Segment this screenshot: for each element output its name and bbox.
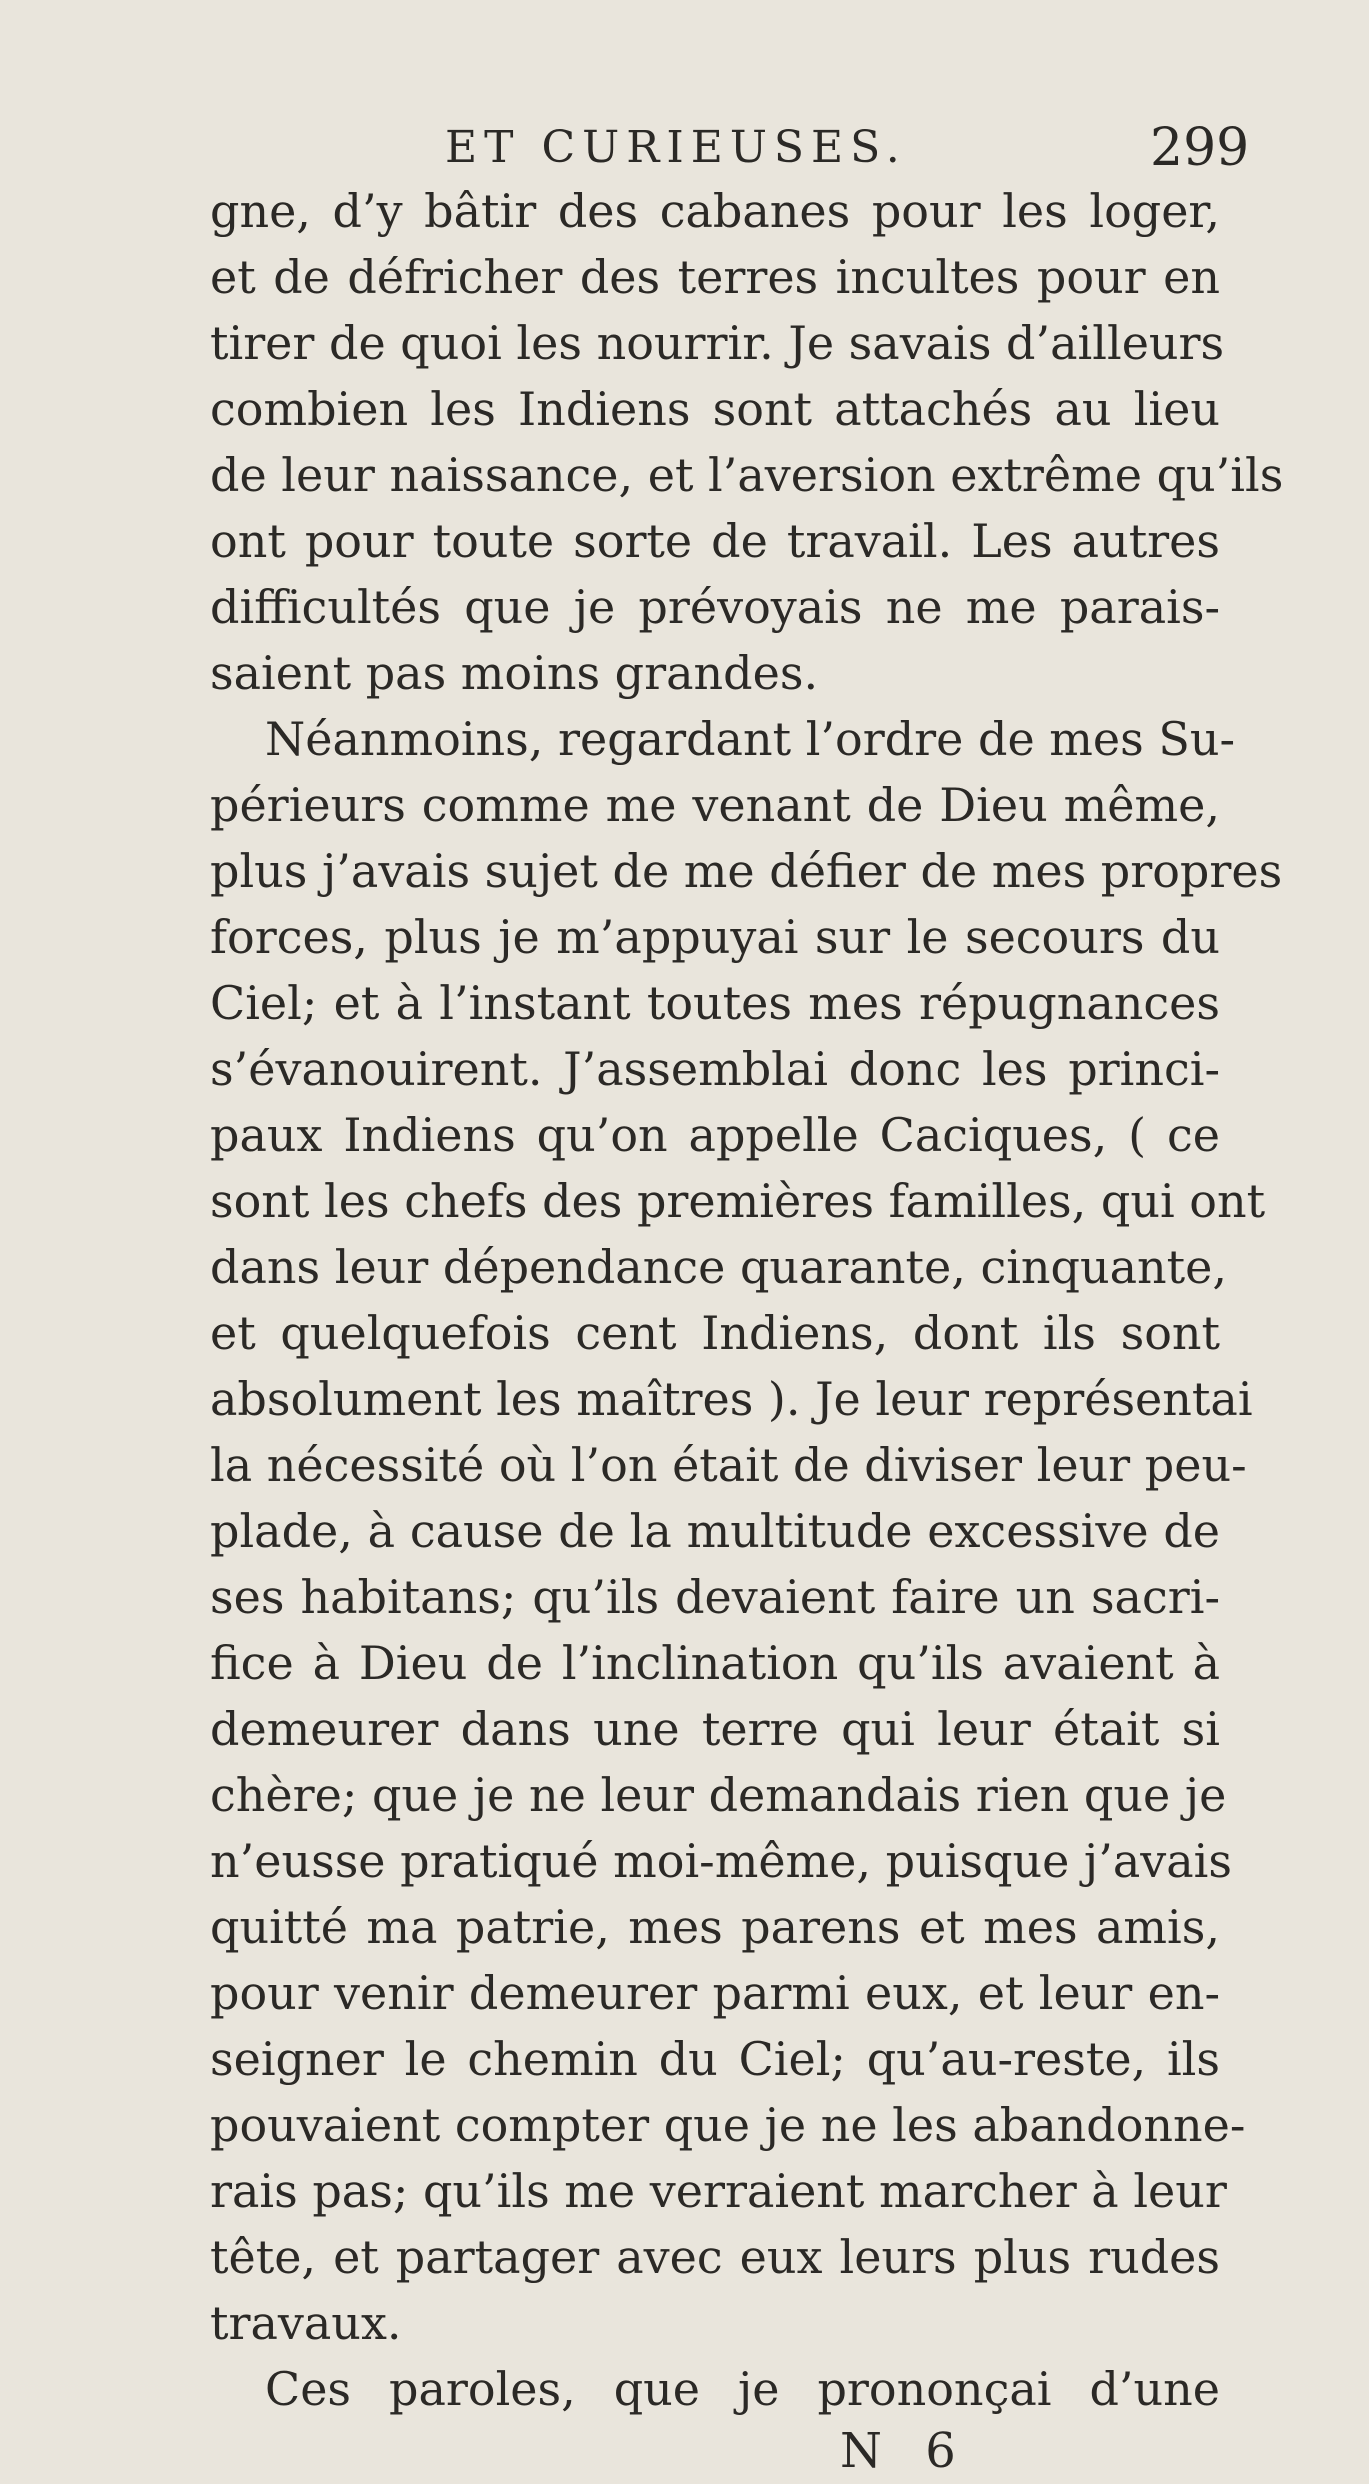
- text-line: de leur naissance, et l’aversion extrême qu’ils: [210, 448, 1284, 502]
- text-line: difficultés que je prévoyais ne me parais-: [210, 580, 1220, 634]
- text-line: plus j’avais sujet de me défier de mes propres: [210, 844, 1283, 898]
- text-line: tirer de quoi les nourrir. Je savais d’ailleurs: [210, 316, 1225, 370]
- text-line: plade, à cause de la multitude excessive de: [210, 1504, 1220, 1558]
- page-number: 299: [1150, 118, 1250, 178]
- text-line: chère; que je ne leur demandais rien que je: [210, 1768, 1227, 1822]
- text-line: n’eusse pratiqué moi-même, puisque j’avais: [210, 1834, 1232, 1888]
- text-line: paux Indiens qu’on appelle Caciques, ( ce: [210, 1108, 1220, 1162]
- text-line: sont les chefs des premières familles, qui ont: [210, 1174, 1266, 1228]
- text-line: tête, et partager avec eux leurs plus rudes: [210, 2230, 1220, 2284]
- text-line: quitté ma patrie, mes parens et mes amis,: [210, 1900, 1220, 1954]
- text-line: fice à Dieu de l’inclination qu’ils avaient à: [210, 1636, 1220, 1690]
- text-line: et quelquefois cent Indiens, dont ils sont: [210, 1306, 1220, 1360]
- text-line: s’évanouirent. J’assemblai donc les princi-: [210, 1042, 1220, 1096]
- text-line: pouvaient compter que je ne les abandonne-: [210, 2098, 1246, 2152]
- text-line: demeurer dans une terre qui leur était si: [210, 1702, 1220, 1756]
- running-head: [0, 118, 1369, 178]
- text-line: travaux.: [210, 2296, 402, 2350]
- text-line: et de défricher des terres incultes pour en: [210, 250, 1220, 304]
- text-line: forces, plus je m’appuyai sur le secours du: [210, 910, 1220, 964]
- text-line: ses habitans; qu’ils devaient faire un sacri-: [210, 1570, 1220, 1624]
- text-line: ont pour toute sorte de travail. Les autres: [210, 514, 1220, 568]
- text-line: Ciel; et à l’instant toutes mes répugnances: [210, 976, 1220, 1030]
- text-line: la nécessité où l’on était de diviser leur peu-: [210, 1438, 1247, 1492]
- text-line: périeurs comme me venant de Dieu même,: [210, 778, 1220, 832]
- text-line: gne, d’y bâtir des cabanes pour les loger,: [210, 184, 1220, 238]
- text-line: saient pas moins grandes.: [210, 646, 819, 700]
- text-line: dans leur dépendance quarante, cinquante,: [210, 1240, 1228, 1294]
- text-line: Néanmoins, regardant l’ordre de mes Su-: [265, 712, 1236, 766]
- text-line: pour venir demeurer parmi eux, et leur en-: [210, 1966, 1220, 2020]
- signature-mark: N 6: [840, 2423, 970, 2479]
- running-title: ET CURIEUSES.: [445, 122, 907, 173]
- text-line: Ces paroles, que je prononçai d’une: [265, 2362, 1220, 2416]
- text-line: combien les Indiens sont attachés au lieu: [210, 382, 1220, 436]
- text-line: absolument les maîtres ). Je leur représentai: [210, 1372, 1253, 1426]
- text-line: seigner le chemin du Ciel; qu’au-reste, ils: [210, 2032, 1220, 2086]
- text-line: rais pas; qu’ils me verraient marcher à leur: [210, 2164, 1227, 2218]
